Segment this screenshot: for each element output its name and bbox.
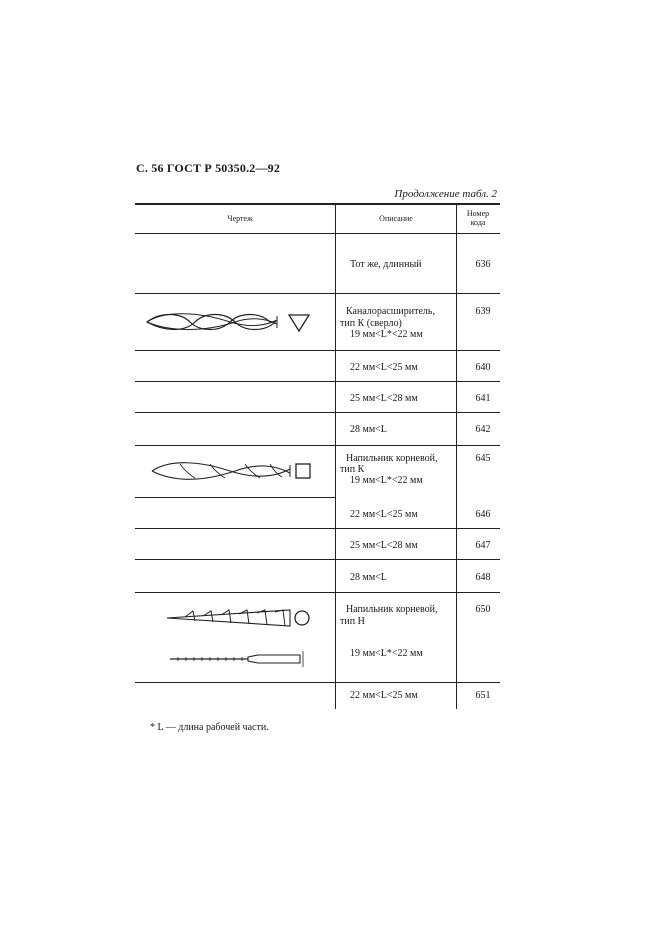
- row-description: тип К (сверло): [340, 318, 402, 329]
- twisted-file-icon: [150, 459, 325, 483]
- column-divider-2: [456, 204, 457, 709]
- page-header: С. 56 ГОСТ Р 50350.2—92: [136, 161, 281, 175]
- row-separator: [135, 445, 500, 446]
- row-description: 22 мм<L<25 мм: [350, 690, 418, 701]
- twisted-reamer-icon: [145, 310, 315, 334]
- row-code: 639: [475, 306, 491, 317]
- footnote: * L — длина рабочей части.: [150, 722, 269, 733]
- row-description: Тот же, длинный: [350, 259, 422, 270]
- row-separator: [135, 559, 500, 560]
- row-description: 28 мм<L: [350, 424, 387, 435]
- row-description: 19 мм<L*<22 мм: [350, 648, 423, 659]
- row-separator: [135, 381, 500, 382]
- row-separator: [135, 682, 500, 683]
- row-description: тип Н: [340, 616, 365, 627]
- row-description: 28 мм<L: [350, 572, 387, 583]
- row-code: 648: [475, 572, 491, 583]
- row-description: 19 мм<L*<22 мм: [350, 475, 423, 486]
- row-description: Каналорасширитель,: [346, 306, 435, 317]
- table-continuation-label: Продолжение табл. 2: [394, 188, 497, 200]
- hedstrom-file-icon: [165, 606, 340, 630]
- row-separator: [135, 592, 500, 593]
- row-description: Напильник корневой,: [346, 604, 438, 615]
- row-separator: [135, 293, 500, 294]
- row-code: 650: [475, 604, 491, 615]
- row-code: 642: [475, 424, 491, 435]
- row-code: 646: [475, 509, 491, 520]
- row-code: 645: [475, 453, 491, 464]
- row-code: 641: [475, 393, 491, 404]
- table-header-bottom-border: [135, 233, 500, 234]
- row-separator: [135, 350, 500, 351]
- row-separator: [135, 497, 335, 498]
- row-code: 651: [475, 690, 491, 701]
- row-description: Напильник корневой,: [346, 453, 438, 464]
- row-separator: [135, 528, 500, 529]
- row-code: 636: [475, 259, 491, 270]
- row-code: 640: [475, 362, 491, 373]
- row-description: 22 мм<L<25 мм: [350, 362, 418, 373]
- row-description: 19 мм<L*<22 мм: [350, 329, 423, 340]
- row-description: 25 мм<L<28 мм: [350, 393, 418, 404]
- row-description: 22 мм<L<25 мм: [350, 509, 418, 520]
- header-description: Описание: [379, 214, 413, 223]
- row-code: 647: [475, 540, 491, 551]
- column-divider-1: [335, 204, 336, 709]
- row-description: тип К: [340, 464, 365, 475]
- row-description: 25 мм<L<28 мм: [350, 540, 418, 551]
- header-code: Номер кода: [466, 209, 490, 227]
- header-drawing: Чертеж: [227, 214, 253, 223]
- file-with-handle-icon: [168, 649, 313, 669]
- row-separator: [135, 412, 500, 413]
- table-top-border: [135, 203, 500, 205]
